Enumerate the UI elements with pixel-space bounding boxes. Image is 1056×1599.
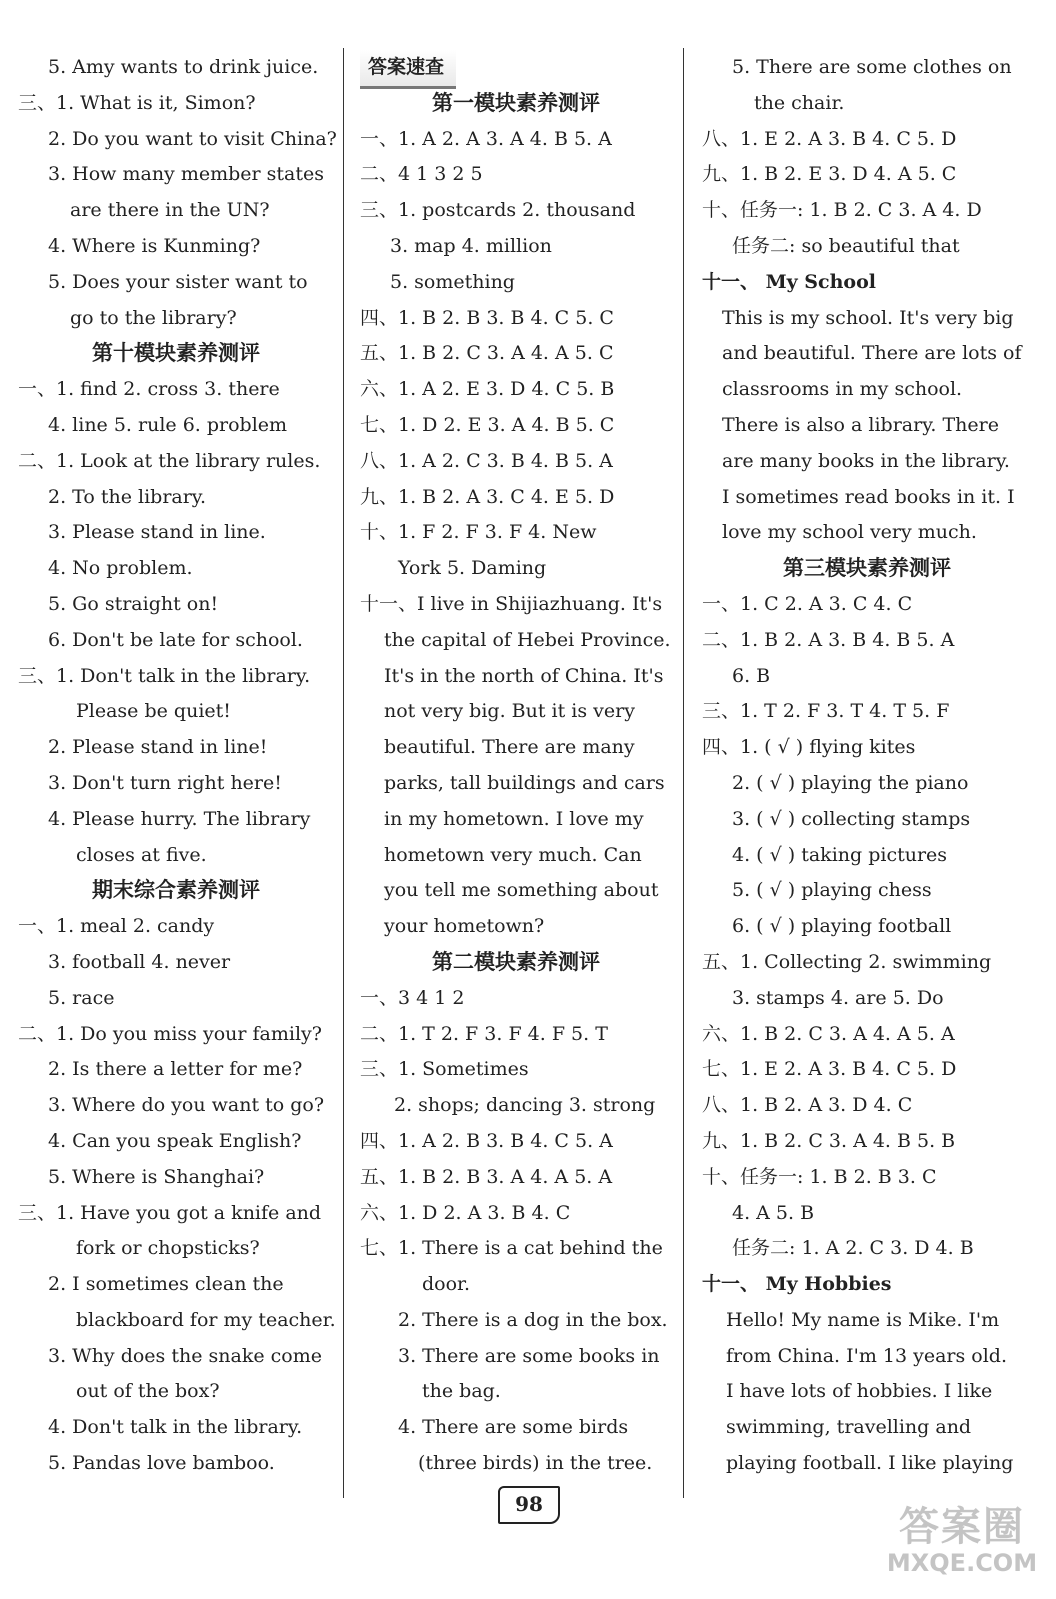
answer-line: 八、1. E 2. A 3. B 4. C 5. D: [702, 127, 957, 150]
answer-line: 五、1. B 2. B 3. A 4. A 5. A: [360, 1165, 613, 1188]
answer-line: 十一、I live in Shijiazhuang. It's: [360, 592, 663, 615]
answer-line: Hello! My name is Mike. I'm: [726, 1308, 1000, 1331]
watermark-url: MXQE.COM: [886, 1549, 1038, 1577]
answer-line: in my hometown. I love my: [384, 807, 644, 830]
answer-line: are many books in the library.: [722, 449, 1010, 472]
answer-line: 3. Please stand in line.: [48, 521, 266, 544]
answer-line: not very big. But it is very: [384, 700, 635, 723]
answer-line: 5. Amy wants to drink juice.: [48, 56, 319, 78]
answer-line: 一、1. meal 2. candy: [18, 915, 215, 938]
answer-line: 5. Go straight on!: [48, 592, 219, 615]
answer-key-badge: 答案速查: [360, 50, 456, 89]
section-heading: 第三模块素养测评: [783, 556, 951, 581]
answer-line: 4. ( √ ) taking pictures: [732, 843, 948, 866]
answer-line: This is my school. It's very big: [722, 306, 1014, 329]
section-heading: 第一模块素养测评: [432, 90, 600, 115]
answer-line: your hometown?: [384, 915, 545, 938]
answer-line: 三、1. Don't talk in the library.: [18, 664, 311, 687]
answer-line: 4. Can you speak English?: [48, 1129, 302, 1152]
answer-line: blackboard for my teacher.: [76, 1308, 336, 1331]
answer-key-header: [360, 50, 672, 86]
answer-line: 三、1. Sometimes: [360, 1058, 529, 1081]
column-divider: [683, 48, 684, 1498]
answer-column-middle: [360, 50, 672, 1482]
essay-title-line: 十一、 My Hobbies: [702, 1273, 892, 1296]
answer-line: 二、1. B 2. A 3. B 4. B 5. A: [702, 628, 955, 651]
answer-line: 4. line 5. rule 6. problem: [48, 413, 288, 436]
page-number: 98: [498, 1486, 560, 1524]
answer-line: the capital of Hebei Province.: [384, 628, 671, 651]
answer-line: 三、1. What is it, Simon?: [18, 91, 256, 114]
answer-line: 二、1. Do you miss your family?: [18, 1022, 322, 1045]
answer-line: 5. something: [390, 270, 515, 293]
answer-line: 七、1. E 2. A 3. B 4. C 5. D: [702, 1058, 957, 1081]
answer-line: 2. Do you want to visit China?: [48, 127, 337, 150]
section-heading: 第二模块素养测评: [432, 949, 600, 974]
answer-line: 八、1. A 2. C 3. B 4. B 5. A: [360, 449, 613, 472]
answer-line: 十、1. F 2. F 3. F 4. New: [360, 521, 597, 544]
answer-line: closes at five.: [76, 843, 207, 866]
answer-line: playing football. I like playing: [726, 1452, 1014, 1475]
answer-line: 五、1. Collecting 2. swimming: [702, 950, 992, 973]
answer-line: 5. Pandas love bamboo.: [48, 1452, 275, 1475]
answer-line: fork or chopsticks?: [76, 1237, 260, 1260]
answer-line: It's in the north of China. It's: [384, 664, 664, 687]
answer-line: and beautiful. There are lots of: [722, 342, 1022, 365]
answer-line: 2. Please stand in line!: [48, 736, 268, 759]
answer-line: 一、1. A 2. A 3. A 4. B 5. A: [360, 127, 612, 150]
answer-line: parks, tall buildings and cars: [384, 771, 665, 794]
answer-line: from China. I'm 13 years old.: [726, 1344, 1008, 1367]
answer-line: 4. Please hurry. The library: [48, 807, 311, 830]
answer-line: love my school very much.: [722, 521, 977, 544]
answer-line: 九、1. B 2. C 3. A 4. B 5. B: [702, 1129, 956, 1152]
answer-line: 4. No problem.: [48, 557, 193, 580]
answer-line: 五、1. B 2. C 3. A 4. A 5. C: [360, 342, 614, 365]
answer-line: door.: [422, 1273, 471, 1296]
watermark-text: 答案圈: [899, 1504, 1025, 1550]
answer-line: 4. Where is Kunming?: [48, 234, 261, 257]
answer-line: 4. There are some birds: [398, 1416, 629, 1439]
answer-line: 四、1. B 2. B 3. B 4. C 5. C: [360, 306, 614, 329]
answer-line: 5. There are some clothes on: [732, 56, 1012, 78]
answer-line: 6. Don't be late for school.: [48, 628, 303, 651]
answer-line: 二、1. Look at the library rules.: [18, 449, 321, 472]
answer-line: 2. shops; dancing 3. strong: [394, 1094, 656, 1117]
answer-line: swimming, travelling and: [726, 1416, 972, 1439]
answer-line: 2. To the library.: [48, 485, 207, 508]
answer-line: 四、1. A 2. B 3. B 4. C 5. A: [360, 1129, 613, 1152]
answer-line: 三、1. postcards 2. thousand: [360, 199, 636, 222]
answer-line: 二、1. T 2. F 3. F 4. F 5. T: [360, 1022, 608, 1045]
answer-line: 6. ( √ ) playing football: [732, 915, 952, 938]
answer-line: 三、1. Have you got a knife and: [18, 1201, 322, 1224]
answer-line: 2. I sometimes clean the: [48, 1273, 284, 1296]
section-heading: 期末综合素养测评: [92, 878, 260, 903]
answer-line: 3. stamps 4. are 5. Do: [732, 986, 944, 1009]
answer-line: 六、1. A 2. E 3. D 4. C 5. B: [360, 378, 615, 401]
answer-line: 八、1. B 2. A 3. D 4. C: [702, 1094, 913, 1117]
section-heading: 第十模块素养测评: [92, 341, 260, 366]
essay-title-line: 十一、 My School: [702, 270, 876, 293]
answer-line: 十、任务一: 1. B 2. C 3. A 4. D: [702, 199, 982, 222]
answer-line: 九、1. B 2. E 3. D 4. A 5. C: [702, 163, 957, 186]
answer-line: beautiful. There are many: [384, 736, 635, 759]
answer-line: you tell me something about: [384, 879, 659, 902]
answer-line: 3. Where do you want to go?: [48, 1094, 325, 1117]
answer-line: 6. B: [732, 664, 771, 687]
answer-line: 九、1. B 2. A 3. C 4. E 5. D: [360, 485, 615, 508]
answer-line: 2. There is a dog in the box.: [398, 1308, 668, 1331]
answer-line: 一、1. C 2. A 3. C 4. C: [702, 592, 913, 615]
answer-line: 5. race: [48, 986, 115, 1009]
answer-column-right: [702, 50, 1032, 1482]
answer-line: 3. map 4. million: [390, 234, 552, 257]
column-divider: [343, 48, 344, 1498]
answer-line: 3. Why does the snake come: [48, 1344, 322, 1367]
answer-line: 3. ( √ ) collecting stamps: [732, 807, 971, 830]
answer-line: hometown very much. Can: [384, 843, 642, 866]
answer-column-left: [18, 50, 337, 1482]
answer-line: 2. ( √ ) playing the piano: [732, 771, 969, 794]
answer-line: York 5. Daming: [398, 557, 547, 580]
watermark-logo: [882, 1505, 1042, 1585]
answer-line: 七、1. D 2. E 3. A 4. B 5. C: [360, 413, 615, 436]
answer-line: classrooms in my school.: [722, 378, 963, 401]
answer-line: I have lots of hobbies. I like: [726, 1380, 993, 1403]
answer-line: 5. ( √ ) playing chess: [732, 879, 932, 902]
answer-line: 三、1. T 2. F 3. T 4. T 5. F: [702, 700, 950, 723]
answer-line: 七、1. There is a cat behind the: [360, 1237, 663, 1260]
answer-line: Please be quiet!: [76, 700, 231, 723]
answer-line: 二、4 1 3 2 5: [360, 163, 483, 186]
answer-line: 六、1. D 2. A 3. B 4. C: [360, 1201, 571, 1224]
answer-line: 一、3 4 1 2: [360, 986, 465, 1009]
answer-line: the chair.: [754, 91, 845, 114]
answer-line: 四、1. ( √ ) flying kites: [702, 736, 916, 759]
answer-line: 5. Does your sister want to: [48, 270, 308, 293]
answer-line: the bag.: [422, 1380, 501, 1403]
answer-line: 4. A 5. B: [732, 1201, 815, 1224]
answer-line: are there in the UN?: [70, 199, 270, 222]
answer-line: 六、1. B 2. C 3. A 4. A 5. A: [702, 1022, 955, 1045]
answer-line: 3. How many member states: [48, 163, 324, 186]
answer-line: out of the box?: [76, 1380, 220, 1403]
answer-line: 2. Is there a letter for me?: [48, 1058, 303, 1081]
answer-line: 任务二: 1. A 2. C 3. D 4. B: [732, 1237, 974, 1260]
answer-line: There is also a library. There: [722, 413, 999, 436]
answer-line: 任务二: so beautiful that: [732, 234, 960, 257]
answer-line: (three birds) in the tree.: [418, 1452, 653, 1475]
answer-line: go to the library?: [70, 306, 237, 329]
answer-line: 4. Don't talk in the library.: [48, 1416, 303, 1439]
answer-line: 十、任务一: 1. B 2. B 3. C: [702, 1165, 937, 1188]
answer-line: 3. Don't turn right here!: [48, 771, 282, 794]
answer-line: 3. There are some books in: [398, 1344, 660, 1367]
answer-line: I sometimes read books in it. I: [722, 485, 1015, 508]
answer-line: 3. football 4. never: [48, 950, 231, 973]
answer-line: 一、1. find 2. cross 3. there: [18, 378, 280, 401]
answer-line: 5. Where is Shanghai?: [48, 1165, 265, 1188]
